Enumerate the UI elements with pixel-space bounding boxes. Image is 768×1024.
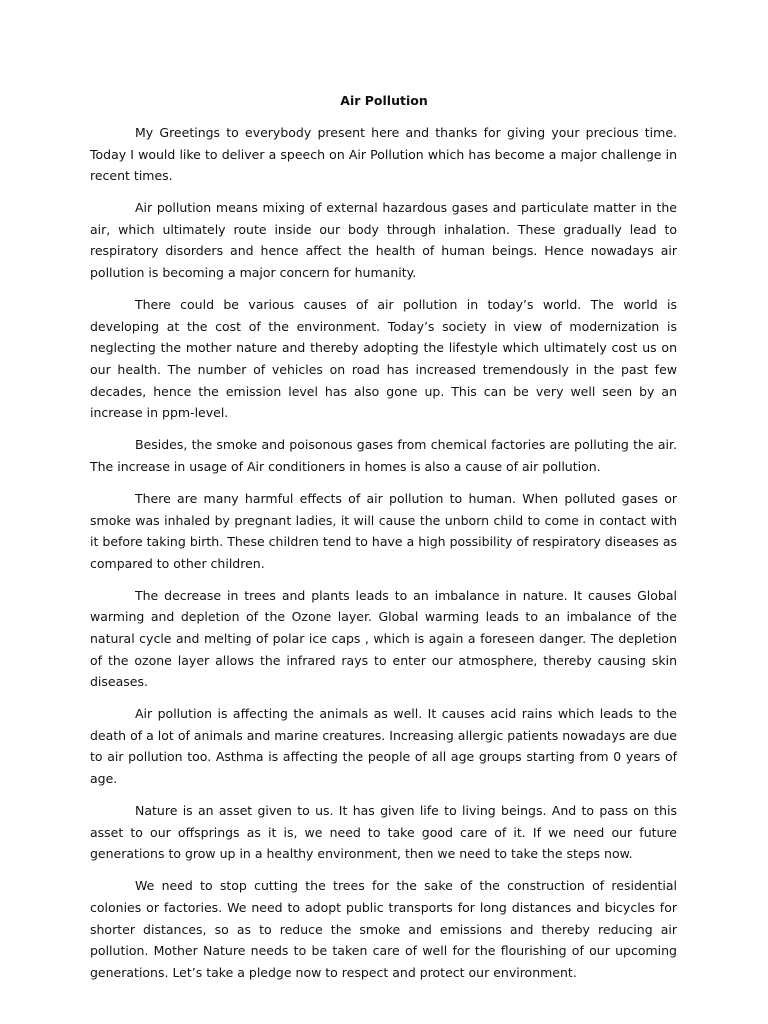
paragraph: Nature is an asset given to us. It has given life to living beings. And to pass on this asset to our offsprings as it is, we need to take good care of it. If we need our future generations to grow up in a healthy environment, then we need to take the steps now. bbox=[90, 803, 677, 862]
paragraph: Air pollution is affecting the animals as well. It causes acid rains which leads to the death of a lot of animals and marine creatures. Increasing allergic patients nowadays are due to air pollution too. Asthma is affecting the people of all age groups starting from 0 years of age. bbox=[90, 706, 677, 787]
paragraph: We need to stop cutting the trees for the sake of the construction of residential colonies or factories. We need to adopt public transports for long distances and bicycles for shorter distances, so as to reduce the smoke and emissions and thereby reducing air pollution. Mother Nature needs to be taken care of well for the flourishing of our upcoming generations. Let’s take a pledge now to respect and protect our environment. bbox=[90, 878, 677, 980]
paragraph: There are many harmful effects of air pollution to human. When polluted gases or smoke was inhaled by pregnant ladies, it will cause the unborn child to come in contact with it before taking birth. These children tend to have a high possibility of respiratory diseases as compared to other children. bbox=[90, 490, 677, 571]
paragraph: Besides, the smoke and poisonous gases from chemical factories are polluting the air. The increase in usage of Air conditioners in homes is also a cause of air pollution. bbox=[90, 437, 677, 474]
paragraph: My Greetings to everybody present here and thanks for giving your precious time. Today I would like to deliver a speech on Air Pollution which has become a major challenge in recent times. bbox=[90, 125, 677, 184]
title-prefix: Air bbox=[340, 93, 365, 108]
paragraph: Air pollution means mixing of external hazardous gases and particulate matter in the air, which ultimately route inside our body through inhalation. These gradually lead to respiratory disorders and hence affect the health of human beings. Hence nowadays air pollution is becoming a major concern for humanity. bbox=[90, 200, 677, 281]
title-emphasis: Pollution bbox=[364, 93, 428, 108]
document-body bbox=[90, 122, 677, 994]
paragraph: There could be various causes of air pollution in today’s world. The world is developing at the cost of the environment. Today’s society in view of modernization is neglecting the mother nature and thereby adopting the lifestyle which ultimately cost us on our health. The number of vehicles on road has increased tremendously in the past few decades, hence the emission level has also gone up. This can be very well seen by an increase in ppm-level. bbox=[90, 297, 677, 421]
document-title bbox=[0, 93, 768, 108]
paragraph: The decrease in trees and plants leads to an imbalance in nature. It causes Global warming and depletion of the Ozone layer. Global warming leads to an imbalance of the natural cycle and melting of polar ice caps , which is again a foreseen danger. The depletion of the ozone layer allows the infrared rays to enter our atmosphere, thereby causing skin diseases. bbox=[90, 587, 677, 690]
